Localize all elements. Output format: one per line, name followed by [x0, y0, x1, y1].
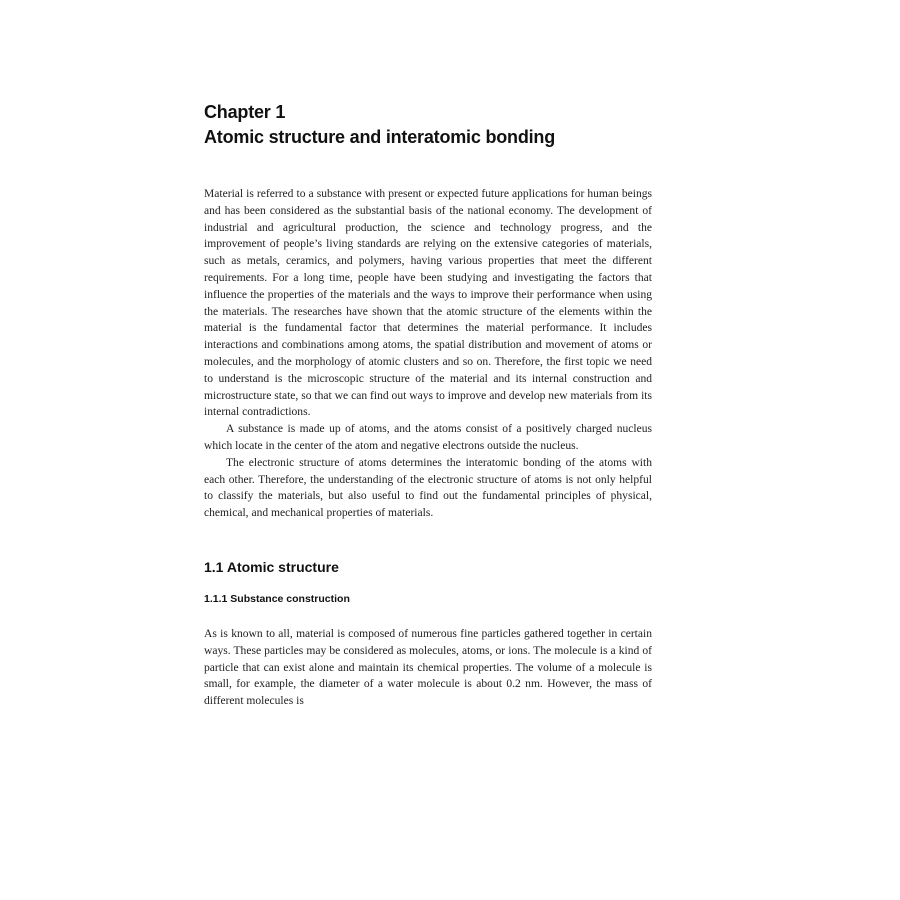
- intro-paragraph-2: A substance is made up of atoms, and the atoms consist of a positively charged nucleus which locate in the center of the atom and negative electrons outside the nucleus.: [204, 423, 652, 452]
- chapter-title: Atomic structure and interatomic bonding: [204, 127, 556, 147]
- section-paragraph-1: As is known to all, material is composed of numerous fine particles gathered together in certain ways. These particles may be considered as molecules, atoms, or ions. The molecule is a kind of particle that can exist alone and maintain its chemical properties. The volume of a molecule is small, for example, the diameter of a water molecule is about 0.2 nm. However, the mass of different molecules is: [204, 627, 652, 708]
- subsection-title-substance-construction: 1.1.1 Substance construction: [204, 592, 350, 605]
- intro-paragraph-3: The electronic structure of atoms determines the interatomic bonding of the atoms with each other. Therefore, the understanding of the electronic structure of atoms is not only helpful to classify the materials, but also useful to find out the fundamental principles of physical, chemical, and mechanical properties of materials.: [204, 456, 652, 520]
- section-title-atomic-structure: 1.1 Atomic structure: [204, 558, 339, 575]
- intro-text: [204, 186, 652, 522]
- intro-paragraph-1: Material is referred to a substance with present or expected future applications for human beings and has been considered as the substantial basis of the national economy. The development of industrial and agricultural production, the science and technology progress, and the improvement of people’s living standards are relying on the extensive categories of materials, such as metals, ceramics, and polymers, having various properties that meet the different requirements. For a long time, people have been studying and investigating the factors that influence the properties of the materials and the ways to improve their performance when using the materials. The researches have shown that the atomic structure of the elements within the material is the fundamental factor that determines the material performance. It includes interactions and combinations among atoms, the spatial distribution and movement of atoms or molecules, and the morphology of atomic clusters and so on. Therefore, the first topic we need to understand is the microscopic structure of the material and its internal construction and microstructure state, so that we can find out ways to improve and develop new materials from its internal contradictions.: [204, 188, 652, 419]
- section-text: [204, 626, 652, 710]
- book-page: [204, 100, 652, 710]
- chapter-number: Chapter 1: [204, 102, 286, 122]
